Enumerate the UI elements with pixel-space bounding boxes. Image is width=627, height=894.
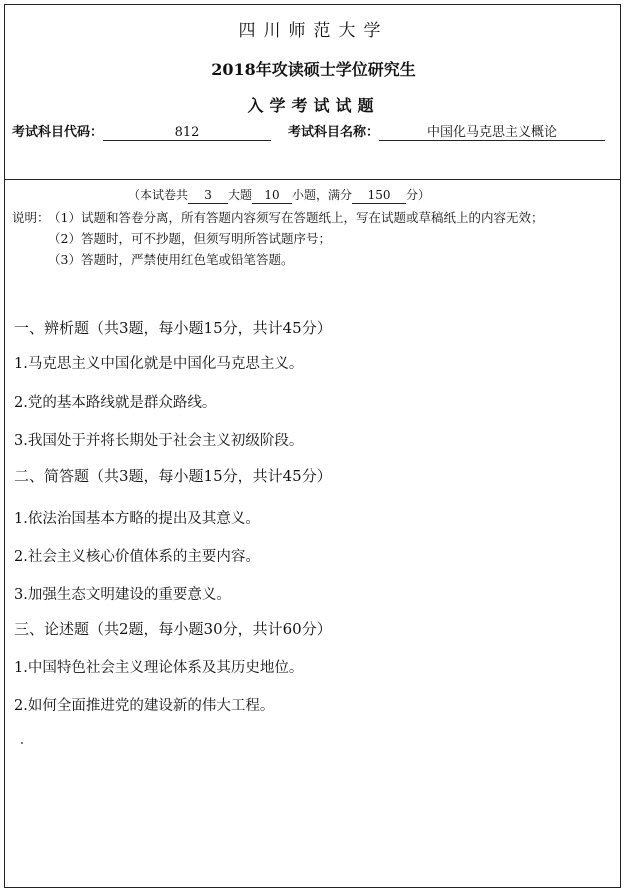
university-name: 四川师范大学 xyxy=(238,21,389,41)
total-score: 150 xyxy=(352,188,406,204)
info-suffix: 分） xyxy=(406,188,431,202)
subject-code-label: 考试科目代码： xyxy=(12,125,104,140)
notes-title: 说明： xyxy=(12,210,50,225)
section-heading: 一、辨析题（共3题，每小题15分，共计45分） xyxy=(14,319,332,337)
question-item: 1.马克思主义中国化就是中国化马克思主义。 xyxy=(14,356,304,372)
question-item: 2.社会主义核心价值体系的主要内容。 xyxy=(14,549,260,565)
note-item: （1）试题和答卷分离，所有答题内容须写在答题纸上，写在试题或草稿纸上的内容无效； xyxy=(48,210,544,225)
exam-info xyxy=(128,186,430,204)
info-big-label: 大题 xyxy=(228,188,253,202)
question-item: 3.加强生态文明建设的重要意义。 xyxy=(14,587,231,603)
header-divider xyxy=(4,179,621,180)
exam-title: 2018年攻读硕士学位研究生 xyxy=(211,60,416,79)
question-item: 1.依法治国基本方略的提出及其意义。 xyxy=(14,511,260,527)
question-item: 2.党的基本路线就是群众路线。 xyxy=(14,395,217,411)
small-question-count: 10 xyxy=(252,188,292,204)
section-heading: 二、简答题（共3题，每小题15分，共计45分） xyxy=(14,467,332,485)
note-item: （3）答题时，严禁使用红色笔或铅笔答题。 xyxy=(48,252,294,267)
question-item: 2.如何全面推进党的建设新的伟大工程。 xyxy=(14,698,275,714)
big-question-count: 3 xyxy=(188,188,228,204)
section-heading: 三、论述题（共2题，每小题30分，共计60分） xyxy=(14,620,332,638)
subject-name-value: 中国化马克思主义概论 xyxy=(379,125,605,141)
subject-code-value: 812 xyxy=(103,125,271,141)
scan-speck xyxy=(21,742,23,744)
subject-name-row xyxy=(288,121,605,141)
info-prefix: （本试卷共 xyxy=(128,188,189,202)
exam-subtitle: 入学考试试题 xyxy=(247,96,380,115)
question-item: 1.中国特色社会主义理论体系及其历史地位。 xyxy=(14,660,304,676)
subject-name-label: 考试科目名称： xyxy=(288,125,380,140)
question-item: 3.我国处于并将长期处于社会主义初级阶段。 xyxy=(14,433,304,449)
note-item: （2）答题时，可不抄题，但须写明所答试题序号； xyxy=(48,231,331,246)
info-small-label: 小题，满分 xyxy=(292,188,353,202)
subject-code-row xyxy=(12,121,271,141)
